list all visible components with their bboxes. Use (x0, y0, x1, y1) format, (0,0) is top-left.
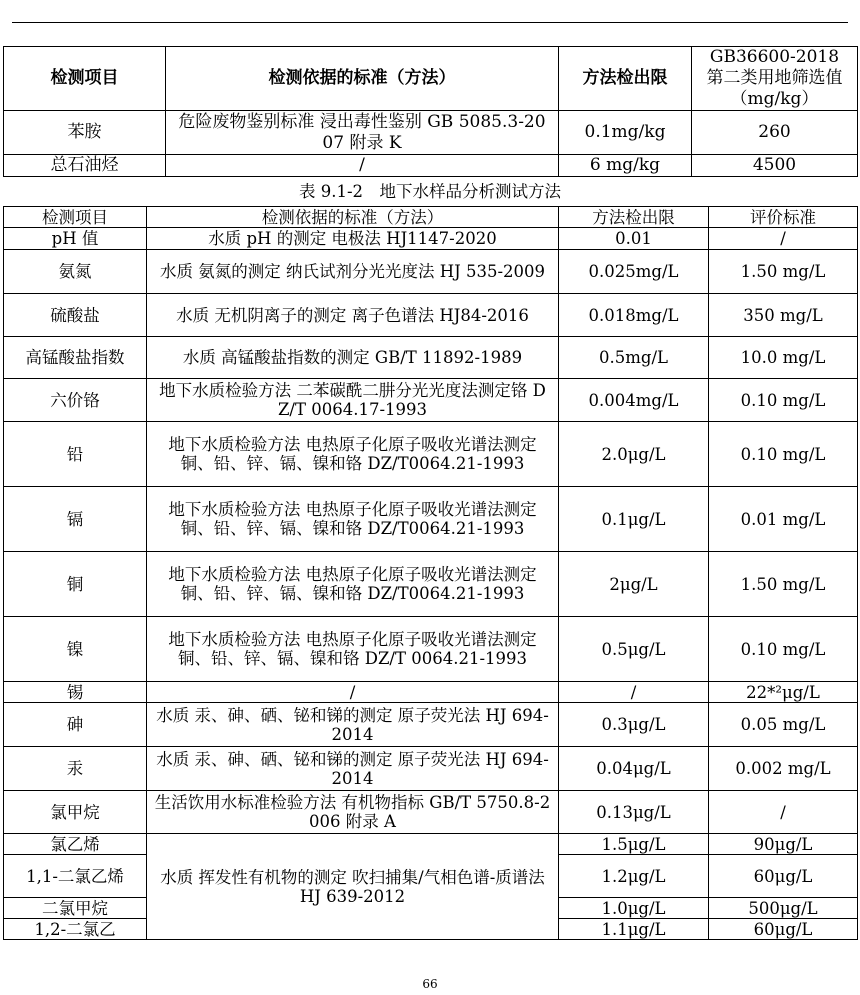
table1-header-item: 检测项目 (4, 47, 166, 111)
cell-item: 铜 (4, 552, 147, 617)
table-row (4, 379, 858, 422)
cell-standard: 水质 无机阴离子的测定 离子色谱法 HJ84-2016 (147, 294, 559, 337)
cell-limit: 0.3μg/L (559, 703, 709, 747)
table-row (4, 487, 858, 552)
cell-standard: 地下水质检验方法 二苯碳酰二肼分光光度法测定铬 DZ/T 0064.17-1993 (147, 379, 559, 422)
table2-header-item: 检测项目 (4, 207, 147, 228)
table2-header-limit: 方法检出限 (559, 207, 709, 228)
groundwater-method-table (3, 206, 858, 940)
cell-evaluation: 0.01 mg/L (709, 487, 858, 552)
cell-item: 铅 (4, 422, 147, 487)
cell-standard: / (147, 682, 559, 703)
cell-standard: 地下水质检验方法 电热原子化原子吸收光谱法测定铜、铅、锌、镉、镍和铬 DZ/T 0064.21-1993 (147, 617, 559, 682)
header-rule (12, 22, 848, 23)
table-row (4, 791, 858, 834)
cell-evaluation: 60μg/L (709, 855, 858, 898)
cell-limit: 0.018mg/L (559, 294, 709, 337)
table1-header-row (4, 47, 858, 111)
cell-item: 氨氮 (4, 250, 147, 294)
cell-limit: 1.1μg/L (559, 919, 709, 940)
cell-item: 1,2-二氯乙 (4, 919, 147, 940)
table-row (4, 337, 858, 379)
cell-item: 氯乙烯 (4, 834, 147, 855)
cell-item: 六价铬 (4, 379, 147, 422)
cell-evaluation: 0.10 mg/L (709, 379, 858, 422)
cell-item: 苯胺 (4, 111, 166, 155)
cell-standard: 地下水质检验方法 电热原子化原子吸收光谱法测定铜、铅、锌、镉、镍和铬 DZ/T0064.21-1993 (147, 487, 559, 552)
table-row (4, 747, 858, 791)
cell-evaluation: 1.50 mg/L (709, 250, 858, 294)
table1-header-screening: GB36600-2018 第二类用地筛选值（mg/kg） (692, 47, 858, 111)
table-caption: 表 9.1-2 地下水样品分析测试方法 (298, 182, 562, 201)
table-row (4, 834, 858, 855)
cell-standard: 水质 高锰酸盐指数的测定 GB/T 11892-1989 (147, 337, 559, 379)
table-row (4, 155, 858, 177)
table-row (4, 422, 858, 487)
cell-screening: 260 (692, 111, 858, 155)
cell-limit: 1.2μg/L (559, 855, 709, 898)
table1-header-standard: 检测依据的标准（方法） (166, 47, 559, 111)
cell-limit: 1.5μg/L (559, 834, 709, 855)
table2-header-standard: 检测依据的标准（方法） (147, 207, 559, 228)
table-row (4, 228, 858, 250)
cell-evaluation: 0.10 mg/L (709, 617, 858, 682)
cell-standard: 危险废物鉴别标准 浸出毒性鉴别 GB 5085.3-2007 附录 K (166, 111, 559, 155)
table2-header-evaluation: 评价标准 (709, 207, 858, 228)
cell-standard-voc: 水质 挥发性有机物的测定 吹扫捕集/气相色谱-质谱法 HJ 639-2012 (147, 834, 559, 940)
table-row (4, 250, 858, 294)
cell-evaluation: 1.50 mg/L (709, 552, 858, 617)
cell-standard: / (166, 155, 559, 177)
cell-standard: 生活饮用水标准检验方法 有机物指标 GB/T 5750.8-2006 附录 A (147, 791, 559, 834)
cell-evaluation: 500μg/L (709, 898, 858, 919)
cell-item: 砷 (4, 703, 147, 747)
cell-limit: 0.1mg/kg (559, 111, 692, 155)
cell-limit: 0.025mg/L (559, 250, 709, 294)
cell-limit: / (559, 682, 709, 703)
soil-method-table (3, 46, 858, 177)
cell-limit: 2μg/L (559, 552, 709, 617)
cell-limit: 0.5μg/L (559, 617, 709, 682)
table-row (4, 111, 858, 155)
cell-limit: 0.1μg/L (559, 487, 709, 552)
table1-header-limit: 方法检出限 (559, 47, 692, 111)
cell-standard: 水质 汞、砷、硒、铋和锑的测定 原子荧光法 HJ 694-2014 (147, 747, 559, 791)
cell-item: 二氯甲烷 (4, 898, 147, 919)
table-row (4, 617, 858, 682)
cell-standard: 水质 氨氮的测定 纳氏试剂分光光度法 HJ 535-2009 (147, 250, 559, 294)
cell-item: 汞 (4, 747, 147, 791)
cell-item: 氯甲烷 (4, 791, 147, 834)
cell-evaluation: 90μg/L (709, 834, 858, 855)
page-number: 66 (422, 977, 438, 991)
cell-evaluation: 0.002 mg/L (709, 747, 858, 791)
cell-evaluation: 0.05 mg/L (709, 703, 858, 747)
cell-item: 硫酸盐 (4, 294, 147, 337)
cell-standard: 水质 汞、砷、硒、铋和锑的测定 原子荧光法 HJ 694-2014 (147, 703, 559, 747)
table-row (4, 703, 858, 747)
table2-header-row (4, 207, 858, 228)
cell-limit: 0.01 (559, 228, 709, 250)
table-row (4, 294, 858, 337)
cell-item: 锡 (4, 682, 147, 703)
cell-evaluation: 350 mg/L (709, 294, 858, 337)
cell-standard: 水质 pH 的测定 电极法 HJ1147-2020 (147, 228, 559, 250)
cell-item: 镍 (4, 617, 147, 682)
table-row (4, 682, 858, 703)
cell-standard: 地下水质检验方法 电热原子化原子吸收光谱法测定铜、铅、锌、镉、镍和铬 DZ/T0064.21-1993 (147, 422, 559, 487)
cell-evaluation: / (709, 791, 858, 834)
cell-limit: 1.0μg/L (559, 898, 709, 919)
cell-evaluation: 10.0 mg/L (709, 337, 858, 379)
cell-standard: 地下水质检验方法 电热原子化原子吸收光谱法测定铜、铅、锌、镉、镍和铬 DZ/T0064.21-1993 (147, 552, 559, 617)
cell-item: 镉 (4, 487, 147, 552)
cell-limit: 2.0μg/L (559, 422, 709, 487)
cell-evaluation: 22*²μg/L (709, 682, 858, 703)
cell-item: 1,1-二氯乙烯 (4, 855, 147, 898)
cell-item: pH 值 (4, 228, 147, 250)
cell-evaluation: 60μg/L (709, 919, 858, 940)
cell-limit: 0.13μg/L (559, 791, 709, 834)
cell-item: 总石油烃 (4, 155, 166, 177)
cell-evaluation: 0.10 mg/L (709, 422, 858, 487)
cell-limit: 6 mg/kg (559, 155, 692, 177)
table-row (4, 552, 858, 617)
cell-limit: 0.04μg/L (559, 747, 709, 791)
cell-limit: 0.004mg/L (559, 379, 709, 422)
cell-limit: 0.5mg/L (559, 337, 709, 379)
cell-evaluation: / (709, 228, 858, 250)
cell-screening: 4500 (692, 155, 858, 177)
cell-item: 高锰酸盐指数 (4, 337, 147, 379)
